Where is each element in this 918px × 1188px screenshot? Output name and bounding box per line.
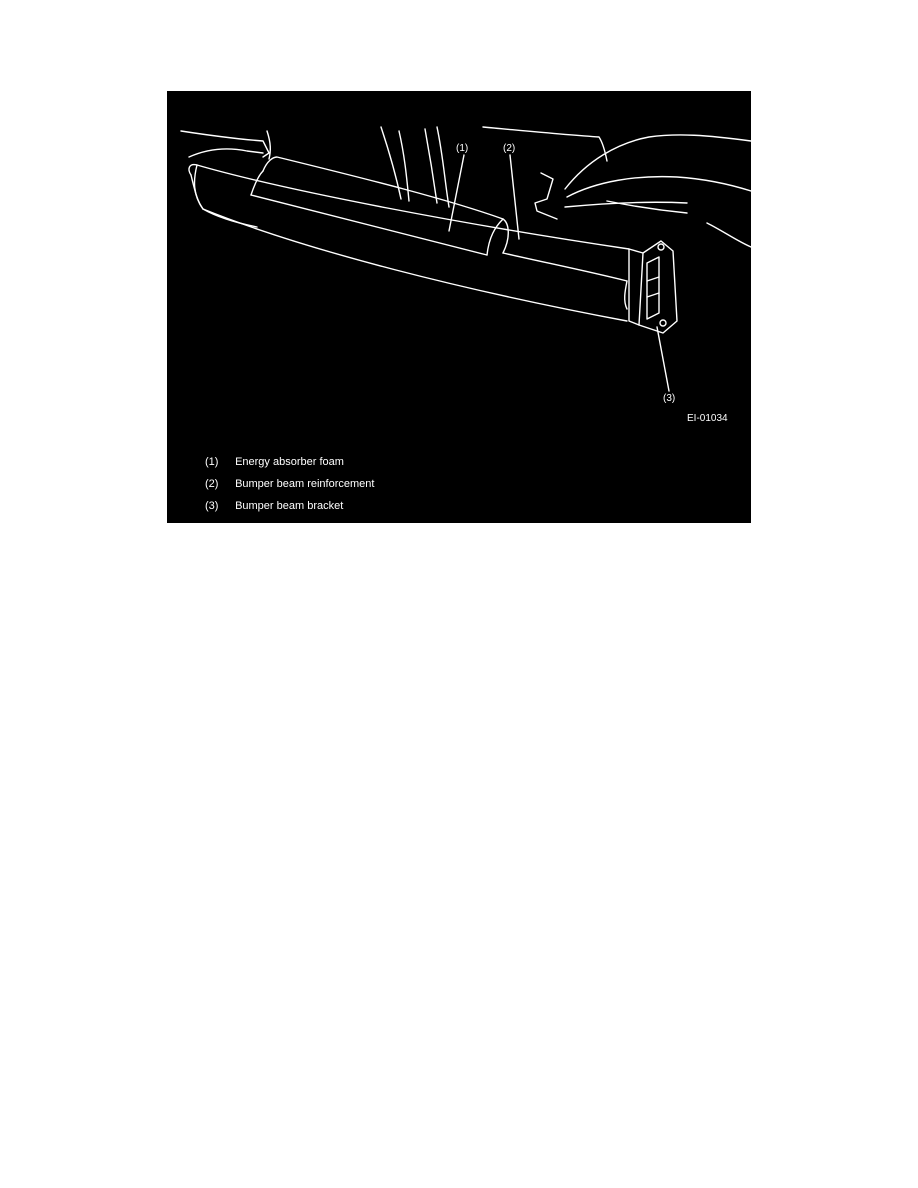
legend-number: (3) [205, 500, 219, 512]
foam-end-cap [487, 219, 508, 255]
body-panel-top [483, 127, 607, 161]
beam-lower-edge [191, 175, 203, 209]
figure-code: EI-01034 [687, 413, 728, 424]
legend-item [205, 477, 374, 499]
legend-item [205, 499, 374, 521]
callout-2: (2) [503, 143, 516, 154]
beam-front-face [195, 165, 627, 321]
bumper-diagram [167, 91, 751, 523]
leader-line-1 [449, 155, 464, 231]
callout-3: (3) [663, 393, 676, 404]
legend-number: (2) [205, 478, 219, 490]
body-panel-left [181, 131, 269, 157]
leader-line-2 [510, 155, 519, 239]
bracket-bolt-bottom [660, 320, 666, 326]
legend-text: Energy absorber foam [235, 456, 344, 468]
callout-1: (1) [456, 143, 469, 154]
foam-top [263, 157, 503, 219]
beam-back-edge [189, 149, 263, 157]
fender-curve [565, 135, 751, 189]
leader-line-3 [657, 327, 669, 391]
legend-item [205, 455, 374, 477]
bracket-plate [639, 241, 677, 333]
legend-text: Bumper beam reinforcement [235, 478, 375, 490]
beam-end-face [629, 249, 643, 325]
legend [205, 455, 374, 521]
bracket-bolt-top [658, 244, 664, 250]
legend-number: (1) [205, 456, 219, 468]
legend-text: Bumper beam bracket [235, 500, 344, 512]
